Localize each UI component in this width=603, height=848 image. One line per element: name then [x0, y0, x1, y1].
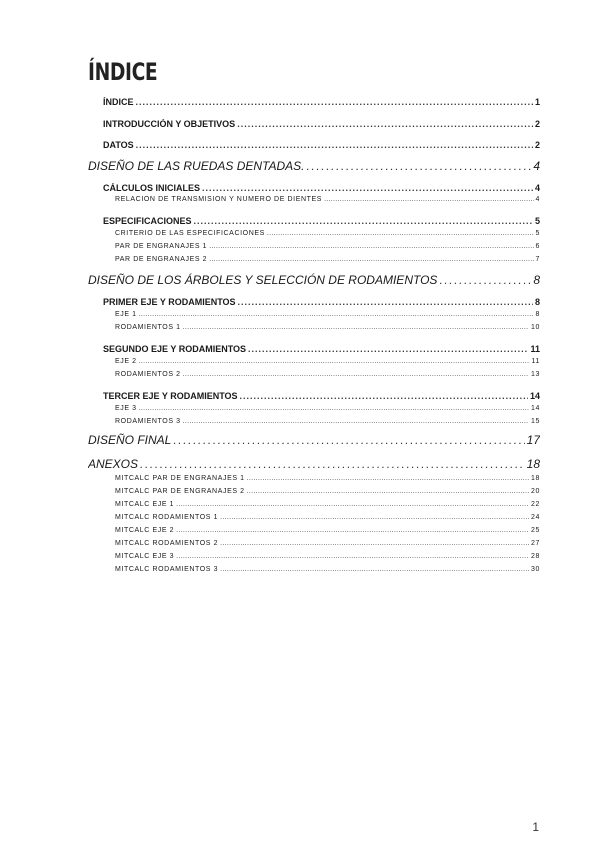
toc-entry-segundo-eje[interactable] [103, 344, 540, 354]
toc-entry-title: CÁLCULOS INICIALES [103, 183, 201, 193]
toc-entry-mitcalc-par-2[interactable] [115, 488, 540, 495]
toc-entry-page: 10 [531, 324, 540, 331]
toc-leader-dots [139, 311, 534, 318]
toc-entry-page: 13 [531, 371, 540, 378]
toc-entry-arboles-rodamientos[interactable] [88, 273, 540, 287]
toc-entry-datos[interactable] [103, 140, 540, 150]
page-title: ÍNDICE [88, 58, 158, 86]
toc-leader-dots [183, 324, 529, 331]
toc-entry-title: MITCALC EJE 3 [115, 553, 175, 560]
toc-entry-mitcalc-rodamientos-1[interactable] [115, 514, 540, 521]
toc-leader-dots [247, 475, 529, 482]
toc-entry-diseno-final[interactable] [88, 433, 540, 447]
toc-entry-eje-3[interactable] [115, 405, 540, 412]
toc-entry-eje-2[interactable] [115, 358, 540, 365]
toc-entry-page: 11 [530, 344, 540, 354]
toc-entry-page: 24 [531, 514, 540, 521]
toc-entry-title: MITCALC EJE 2 [115, 527, 175, 534]
toc-entry-title: MITCALC EJE 1 [115, 501, 175, 508]
toc-leader-dots [240, 391, 528, 401]
toc-entry-primer-eje[interactable] [103, 297, 540, 307]
toc-entry-title: MITCALC RODAMIENTOS 3 [115, 566, 219, 573]
toc-entry-title: ÍNDICE [103, 97, 134, 107]
toc-leader-dots [139, 358, 530, 365]
toc-entry-page: 8 [533, 273, 540, 287]
toc-entry-par-engranajes-1[interactable] [115, 243, 540, 250]
toc-entry-title: EJE 3 [115, 405, 137, 412]
toc-leader-dots [183, 371, 529, 378]
toc-entry-page: 7 [535, 256, 540, 263]
toc-entry-title: RELACIÓN DE TRANSMISIÓN Y NÚMERO DE DIENTES [115, 196, 323, 203]
page-number: 1 [532, 820, 539, 834]
toc-entry-title: CRITERIO DE LAS ESPECIFICACIONES [115, 230, 265, 237]
toc-entry-title: PAR DE ENGRANAJES 1 [115, 243, 208, 250]
toc-leader-dots [220, 514, 529, 521]
toc-entry-title: RODAMIENTOS 3 [115, 418, 181, 425]
toc-entry-page: 2 [534, 119, 540, 129]
toc-entry-page: 5 [534, 216, 540, 226]
toc-entry-title: PRIMER EJE Y RODAMIENTOS [103, 297, 236, 307]
toc-leader-dots [194, 216, 533, 226]
toc-entry-title: RODAMIENTOS 2 [115, 371, 181, 378]
toc-entry-page: 30 [531, 566, 540, 573]
toc-entry-mitcalc-eje-1[interactable] [115, 501, 540, 508]
toc-entry-page: 18 [531, 475, 540, 482]
toc-entry-page: 4 [535, 196, 540, 203]
toc-entry-mitcalc-eje-3[interactable] [115, 553, 540, 560]
toc-entry-page: 11 [531, 358, 540, 365]
toc-leader-dots [176, 501, 529, 508]
toc-entry-page: 4 [534, 183, 540, 193]
toc-entry-ruedas-dentadas[interactable] [88, 159, 540, 173]
toc-leader-dots [439, 273, 531, 287]
toc-entry-page: 14 [529, 391, 540, 401]
toc-entry-criterio[interactable] [115, 230, 540, 237]
toc-entry-indice[interactable] [103, 97, 540, 107]
toc-leader-dots [324, 196, 533, 203]
toc-entry-page: 5 [535, 230, 540, 237]
toc-entry-title: MITCALC RODAMIENTOS 1 [115, 514, 219, 521]
toc-leader-dots [209, 243, 533, 250]
toc-entry-mitcalc-rodamientos-2[interactable] [115, 540, 540, 547]
toc-leader-dots [136, 97, 533, 107]
toc-entry-page: 15 [531, 418, 540, 425]
toc-leader-dots [209, 256, 533, 263]
toc-entry-anexos[interactable] [88, 457, 540, 471]
toc-leader-dots [183, 418, 529, 425]
toc-leader-dots [140, 457, 525, 471]
toc-entry-title: MITCALC PAR DE ENGRANAJES 2 [115, 488, 245, 495]
toc-entry-introduccion[interactable] [103, 119, 540, 129]
toc-leader-dots [176, 527, 529, 534]
toc-entry-page: 20 [531, 488, 540, 495]
toc-entry-page: 8 [535, 311, 540, 318]
toc-entry-title: ANEXOS [88, 457, 139, 471]
toc-entry-rodamientos-3[interactable] [115, 418, 540, 425]
toc-entry-title: MITCALC RODAMIENTOS 2 [115, 540, 219, 547]
toc-entry-page: 28 [531, 553, 540, 560]
toc-entry-mitcalc-eje-2[interactable] [115, 527, 540, 534]
toc-entry-title: SEGUNDO EJE Y RODAMIENTOS [103, 344, 247, 354]
toc-entry-relacion-transmision[interactable] [115, 196, 540, 203]
toc-entry-page: 8 [534, 297, 540, 307]
toc-leader-dots [237, 119, 533, 129]
toc-entry-page: 17 [526, 433, 540, 447]
toc-leader-dots [307, 159, 532, 173]
toc-leader-dots [202, 183, 533, 193]
toc-entry-tercer-eje[interactable] [103, 391, 540, 401]
toc-entry-page: 27 [531, 540, 540, 547]
toc-entry-page: 2 [534, 140, 540, 150]
toc-leader-dots [173, 433, 524, 447]
toc-leader-dots [247, 488, 529, 495]
toc-leader-dots [248, 344, 528, 354]
toc-entry-page: 1 [534, 97, 540, 107]
toc-entry-title: INTRODUCCIÓN Y OBJETIVOS [103, 119, 236, 129]
toc-entry-title: EJE 2 [115, 358, 137, 365]
toc-entry-page: 22 [531, 501, 540, 508]
toc-entry-title: TERCER EJE Y RODAMIENTOS [103, 391, 238, 401]
toc-entry-mitcalc-rodamientos-3[interactable] [115, 566, 540, 573]
toc-entry-page: 18 [526, 457, 540, 471]
toc-entry-rodamientos-2[interactable] [115, 371, 540, 378]
toc-entry-title: RODAMIENTOS 1 [115, 324, 181, 331]
toc-entry-title: DISEÑO FINAL [88, 433, 172, 447]
toc-entry-page: 6 [535, 243, 540, 250]
toc-entry-title: MITCALC PAR DE ENGRANAJES 1 [115, 475, 245, 482]
toc-leader-dots [220, 566, 529, 573]
toc-leader-dots [238, 297, 533, 307]
toc-entry-title: DISEÑO DE LOS ÁRBOLES Y SELECCIÓN DE RODAMIENTOS [88, 273, 438, 287]
toc-leader-dots [267, 230, 534, 237]
toc-entry-mitcalc-par-1[interactable] [115, 475, 540, 482]
toc-entry-title: DATOS [103, 140, 134, 150]
toc-entry-par-engranajes-2[interactable] [115, 256, 540, 263]
toc-entry-especificaciones[interactable] [103, 216, 540, 226]
toc-entry-page: 14 [531, 405, 540, 412]
toc-leader-dots [136, 140, 533, 150]
toc-leader-dots [220, 540, 529, 547]
toc-leader-dots [176, 553, 529, 560]
toc-entry-title: EJE 1 [115, 311, 137, 318]
toc-entry-calculos-iniciales[interactable] [103, 183, 540, 193]
toc-entry-page: 25 [531, 527, 540, 534]
toc-entry-rodamientos-1[interactable] [115, 324, 540, 331]
toc-entry-title: ESPECIFICACIONES [103, 216, 192, 226]
toc-leader-dots [139, 405, 529, 412]
toc-entry-title: DISEÑO DE LAS RUEDAS DENTADAS. [88, 159, 305, 173]
toc-entry-page: 4 [533, 159, 540, 173]
toc-entry-eje-1[interactable] [115, 311, 540, 318]
toc-entry-title: PAR DE ENGRANAJES 2 [115, 256, 208, 263]
